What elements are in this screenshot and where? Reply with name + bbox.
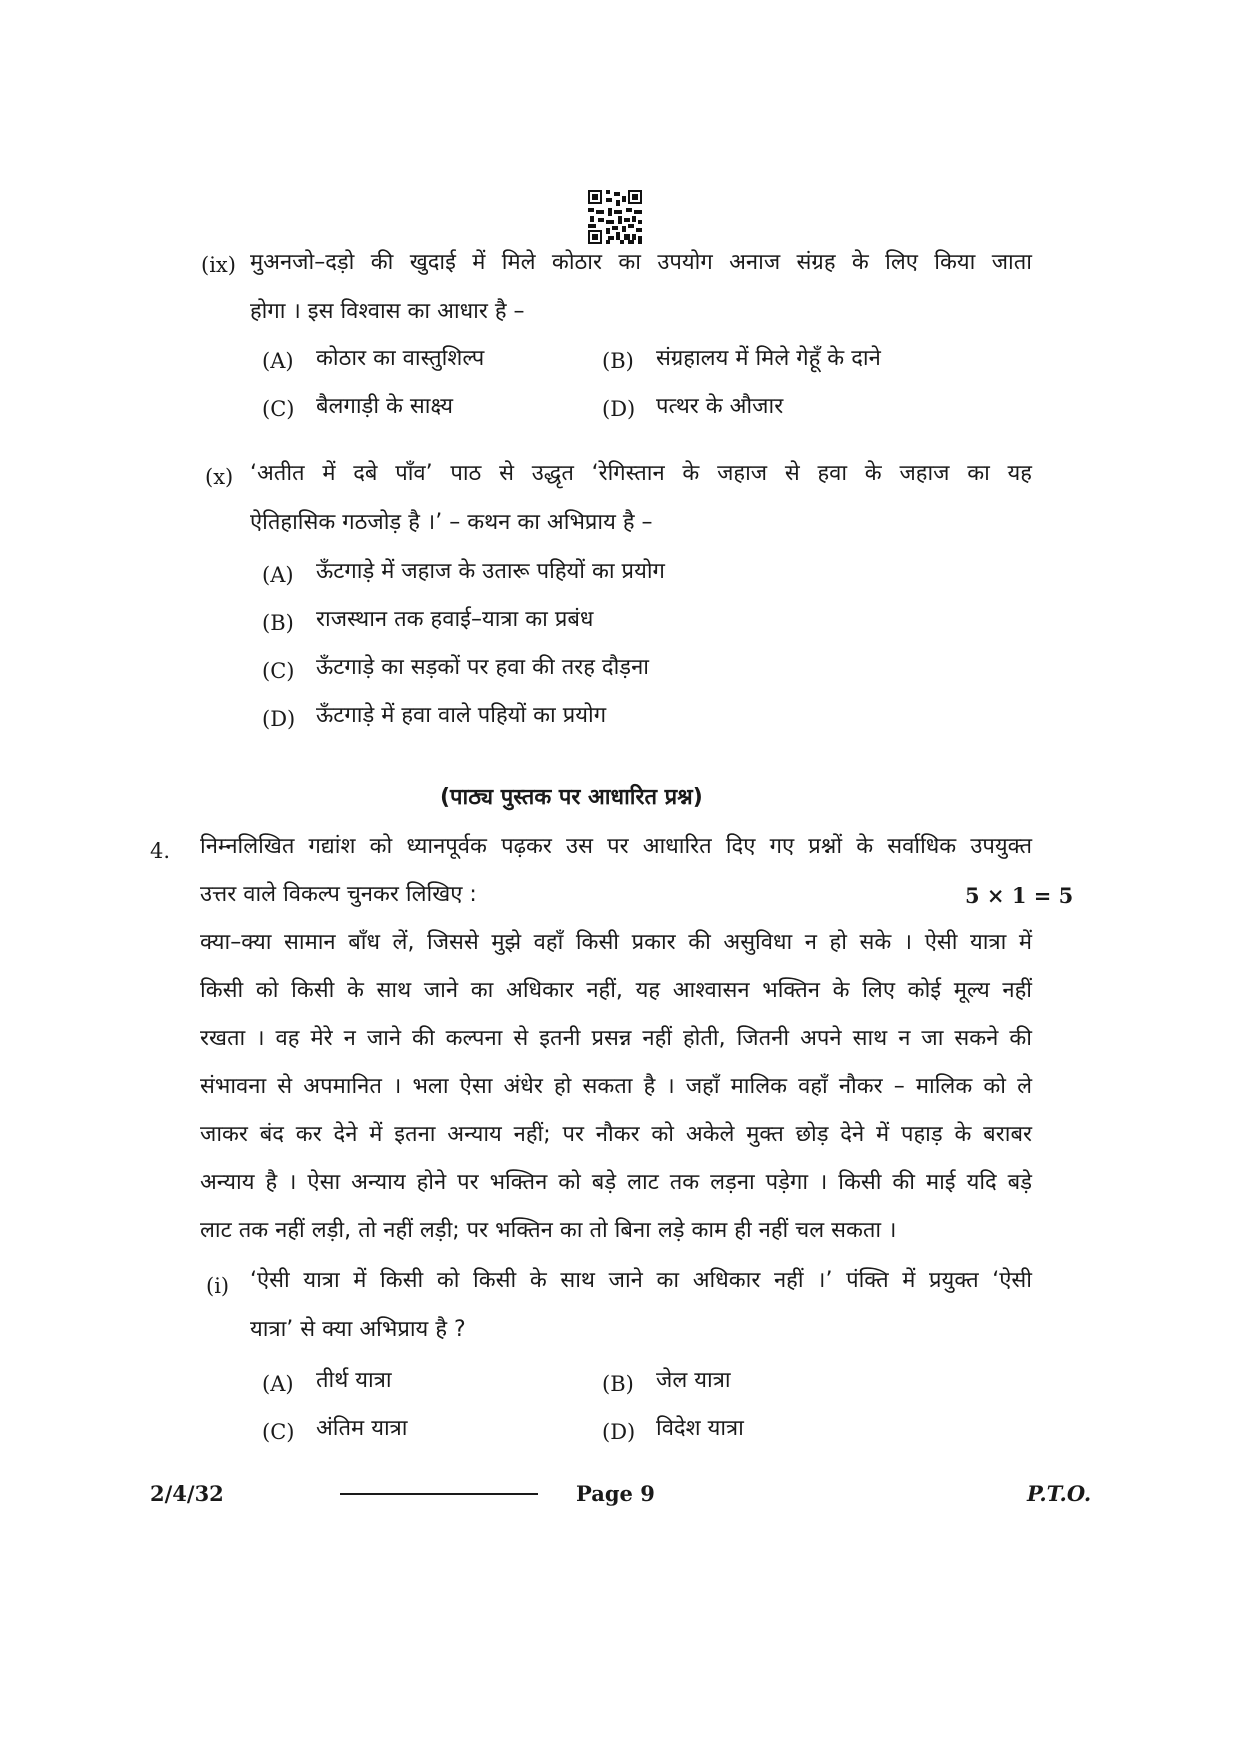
option-x-d-label: (D) — [262, 707, 296, 731]
passage-line: रखता । वह मेरे न जाने की कल्पना से इतनी प्रसन्न नहीं होती, जितनी अपने साथ न जा सकने की — [200, 1026, 1032, 1051]
option-ix-c-text: बैलगाड़ी के साक्ष्य — [316, 394, 454, 419]
option-ix-a-text: कोठार का वास्तुशिल्प — [316, 346, 485, 371]
footer-pto: P.T.O. — [1027, 1481, 1092, 1506]
passage-line: संभावना से अपमानित । भला ऐसा अंधेर हो सकता है । जहाँ मालिक वहाँ नौकर – मालिक को ले — [200, 1074, 1032, 1099]
option-4-i-a-text: तीर्थ यात्रा — [316, 1368, 392, 1393]
option-4-i-b-label: (B) — [602, 1372, 634, 1396]
question-ix-line1: मुअनजो–दड़ो की खुदाई में मिले कोठार का उपयोग अनाज संग्रह के लिए किया जाता — [250, 250, 1032, 275]
footer-paper-code: 2/4/32 — [150, 1481, 224, 1506]
option-4-i-d-label: (D) — [602, 1420, 636, 1444]
question-4-i-number: (i) — [206, 1274, 230, 1298]
question-x-number: (x) — [205, 465, 234, 489]
option-ix-b-text: संग्रहालय में मिले गेहूँ के दाने — [656, 346, 881, 371]
option-ix-a-label: (A) — [262, 349, 294, 373]
question-4-line1: निम्नलिखित गद्यांश को ध्यानपूर्वक पढ़कर उस पर आधारित दिए गए प्रश्नों के सर्वाधिक उपयुक्त — [200, 834, 1032, 859]
question-4-line2: उत्तर वाले विकल्प चुनकर लिखिए : — [200, 882, 477, 907]
question-x-line2: ऐतिहासिक गठजोड़ है ।’ – कथन का अभिप्राय है – — [250, 510, 653, 535]
question-4-i-line2: यात्रा’ से क्या अभिप्राय है ? — [250, 1317, 466, 1342]
passage-line: लाट तक नहीं लड़ी, तो नहीं लड़ी; पर भक्तिन का तो बिना लड़े काम ही नहीं चल सकता । — [200, 1218, 897, 1243]
question-x-line1: ‘अतीत में दबे पाँव’ पाठ से उद्धृत ‘रेगिस्तान के जहाज से हवा के जहाज का यह — [250, 461, 1032, 486]
question-4-i-line1: ‘ऐसी यात्रा में किसी को किसी के साथ जाने का अधिकार नहीं ।’ पंक्ति में प्रयुक्त ‘ऐसी — [250, 1268, 1032, 1293]
option-x-b-label: (B) — [262, 611, 294, 635]
option-ix-d-text: पत्थर के औजार — [656, 394, 784, 419]
footer-page-number: Page 9 — [576, 1481, 655, 1506]
option-x-b-text: राजस्थान तक हवाई–यात्रा का प्रबंध — [316, 607, 594, 632]
question-ix-number: (ix) — [201, 253, 236, 277]
passage-line: जाकर बंद कर देने में इतना अन्याय नहीं; पर नौकर को अकेले मुक्त छोड़ देने में पहाड़ के बराबर — [200, 1122, 1032, 1147]
question-ix-line2: होगा । इस विश्वास का आधार है – — [250, 299, 525, 324]
passage-line: किसी को किसी के साथ जाने का अधिकार नहीं, यह आश्वासन भक्तिन के लिए कोई मूल्य नहीं — [200, 978, 1032, 1003]
option-ix-b-label: (B) — [602, 349, 634, 373]
footer-divider — [340, 1493, 538, 1495]
passage-line: क्या–क्या सामान बाँध लें, जिससे मुझे वहाँ किसी प्रकार की असुविधा न हो सके । ऐसी यात्रा में — [200, 930, 1032, 955]
section-heading: (पाठ्य पुस्तक पर आधारित प्रश्न) — [440, 785, 703, 810]
option-x-a-text: ऊँटगाड़े में जहाज के उतारू पहियों का प्रयोग — [316, 559, 665, 584]
option-4-i-c-label: (C) — [262, 1420, 295, 1444]
option-4-i-d-text: विदेश यात्रा — [656, 1416, 744, 1441]
option-x-c-label: (C) — [262, 659, 295, 683]
option-4-i-a-label: (A) — [262, 1372, 294, 1396]
option-ix-c-label: (C) — [262, 397, 295, 421]
option-ix-d-label: (D) — [602, 397, 636, 421]
option-4-i-c-text: अंतिम यात्रा — [316, 1416, 408, 1441]
question-4-number: 4. — [150, 839, 171, 863]
option-x-d-text: ऊँटगाड़े में हवा वाले पहियों का प्रयोग — [316, 703, 607, 728]
option-x-c-text: ऊँटगाड़े का सड़कों पर हवा की तरह दौड़ना — [316, 655, 649, 680]
qr-code-icon — [588, 190, 642, 244]
option-x-a-label: (A) — [262, 563, 294, 587]
question-4-marks: 5 × 1 = 5 — [965, 883, 1074, 908]
option-4-i-b-text: जेल यात्रा — [656, 1368, 731, 1393]
passage-line: अन्याय है । ऐसा अन्याय होने पर भक्तिन को बड़े लाट तक लड़ना पड़ेगा । किसी की माई यदि बड़े — [200, 1170, 1032, 1195]
